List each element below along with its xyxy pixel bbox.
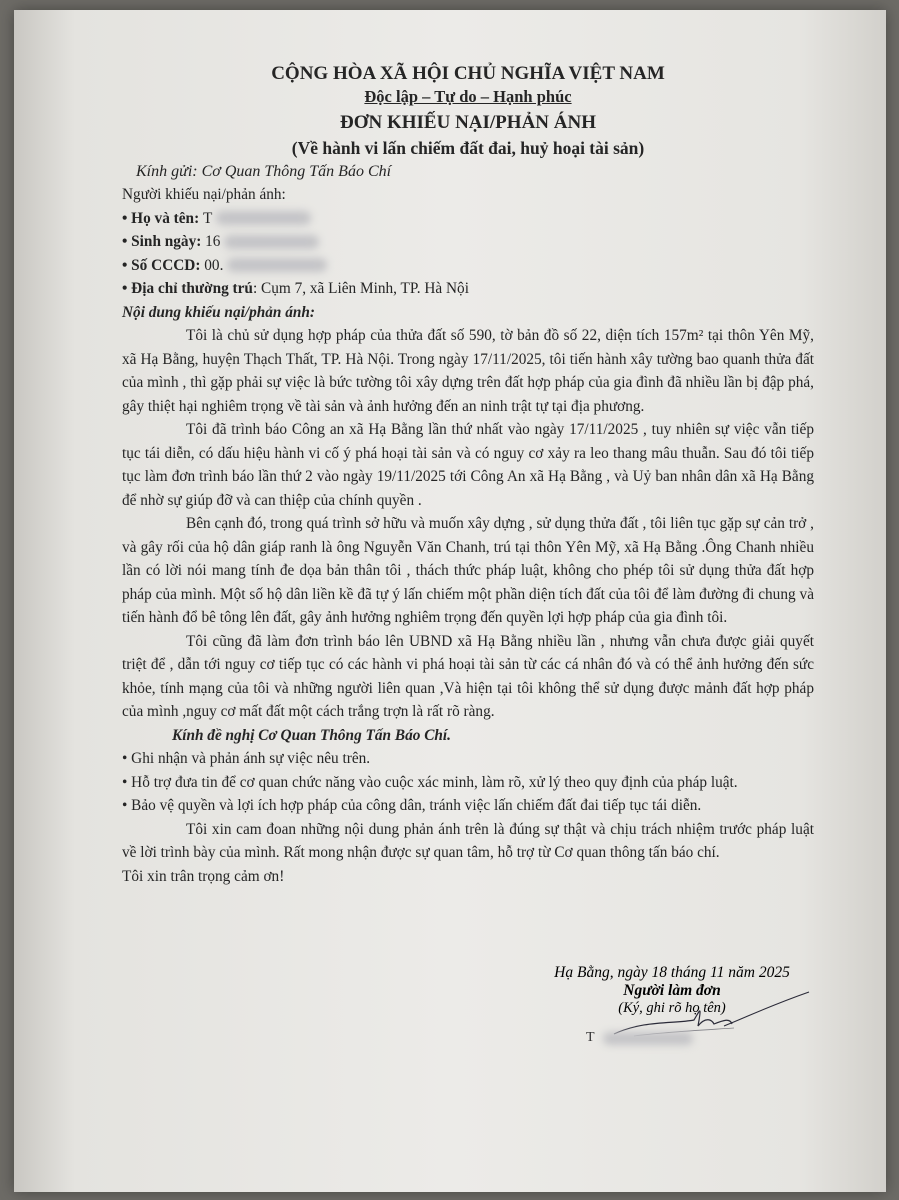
content-paragraph-4: Tôi cũng đã làm đơn trình báo lên UBND xã Hạ Bằng nhiều lần , nhưng vẫn chưa được giải quyết triệt để , dẫn tới nguy cơ tiếp tục có các hành vi phá hoại tài sản từ các cá nhân đó và có thể ảnh hưởng đến sức khỏe, tính mạng của tôi và những người liên quan ,Và hiện tại tôi không thể sử dụng được mảnh đất hợp pháp của mình ,nguy cơ mất đất một cách trắng trợn là rất rõ ràng. [122,632,814,720]
address-label: • Địa chỉ thường trú [122,280,253,297]
name-value: T [203,209,213,227]
signature-place-date: Hạ Bằng, ngày 18 tháng 11 năm 2025 [554,964,790,981]
signer-name [586,1030,693,1046]
redaction-blur [216,211,311,225]
redaction-blur [227,258,327,272]
content-paragraph-2: Tôi đã trình báo Công an xã Hạ Bằng lần thứ nhất vào ngày 17/11/2025 , tuy nhiên sự việc vẫn tiếp tục tái diễn, có dấu hiệu hành vi cố ý phá hoại tài sản và có nguy cơ xảy ra leo thang mâu thuẫn. Sau đó tôi tiếp tục làm đơn trình báo lần thứ 2 vào ngày 19/11/2025 tới Công An xã Hạ Bằng , và Uỷ ban nhân dân xã Hạ Bằng để nhờ sự giúp đỡ và can thiệp của chính quyền . [122,421,814,509]
request-item-3: • Bảo vệ quyền và lợi ích hợp pháp của công dân, tránh việc lấn chiếm đất đai tiếp tục tái diễn. [122,797,702,814]
redaction-blur [603,1032,693,1045]
signature-title: Người làm đơn [623,982,721,999]
request-heading: Kính đề nghị Cơ Quan Thông Tấn Báo Chí. [172,726,451,744]
document-title: ĐƠN KHIẾU NẠI/PHẢN ÁNH [340,111,596,133]
handwritten-signature [574,990,834,1060]
id-field [122,254,814,278]
address-field [122,277,814,301]
national-header: CỘNG HÒA XÃ HỘI CHỦ NGHĨA VIỆT NAM [271,63,665,84]
address-value: : Cụm 7, xã Liên Minh, TP. Hà Nội [252,280,469,297]
signer-initial: T [586,1030,595,1045]
redaction-blur [224,235,319,249]
name-field [122,207,814,231]
content-paragraph-3: Bên cạnh đó, trong quá trình sở hữu và muốn xây dựng , sử dụng thửa đất , tôi liên tục gặp sự cản trở , và gây rối của hộ dân giáp ranh là ông Nguyễn Văn Chanh, trú tại thôn Yên Mỹ, xã Hạ Bằng .Ông Chanh nhiều lần có lời nói mang tính đe dọa bản thân tôi , thách thức pháp luật, không cho phép tôi sử dụng thửa đất hợp pháp của mình. Một số hộ dân liền kề đã tự ý lấn chiếm một phần diện tích đất của tôi để làm đường đi chung và tiến hành đổ bê tông lên đất, gây ảnh hưởng nghiêm trọng đến quyền lợi hợp pháp của gia đình tôi. [122,515,814,626]
thanks-line: Tôi xin trân trọng cảm ơn! [122,867,285,885]
signature-note: (Ký, ghi rõ họ tên) [618,1000,726,1016]
dob-label: • Sinh ngày: [122,233,202,250]
request-item-1: • Ghi nhận và phản ánh sự việc nêu trên. [122,750,371,767]
request-item-2: • Hỗ trợ đưa tin để cơ quan chức năng vào cuộc xác minh, làm rõ, xử lý theo quy định của pháp luật. [122,773,738,791]
recipient-line: Kính gửi: Cơ Quan Thông Tấn Báo Chí [136,162,392,180]
document-subtitle: (Về hành vi lấn chiếm đất đai, huỷ hoại tài sản) [291,137,645,158]
dob-field [122,230,814,254]
motto-wrap [122,86,814,110]
id-value: 00. [204,256,224,274]
document-page [14,10,886,1192]
id-label: • Số CCCD: [122,256,201,274]
document-body [122,62,814,888]
content-heading: Nội dung khiếu nại/phản ánh: [122,303,315,321]
name-label: • Họ và tên: [122,209,200,227]
content-paragraph-1: Tôi là chủ sử dụng hợp pháp của thửa đất số 590, tờ bản đồ số 22, diện tích 157m² tại thôn Yên Mỹ, xã Hạ Bằng, huyện Thạch Thất, TP. Hà Nội. Trong ngày 17/11/2025, tôi tiến hành xây tường bao quanh thửa đất của mình , thì gặp phải sự việc là bức tường tôi xây dựng trên đất hợp pháp của gia đình đã nhiều lần bị đập phá, gây thiệt hại nghiêm trọng về tài sản và ảnh hưởng đến an ninh trật tự tại địa phương. [122,327,814,415]
national-motto: Độc lập – Tự do – Hạnh phúc [364,87,572,106]
commitment-paragraph: Tôi xin cam đoan những nội dung phản ánh trên là đúng sự thật và chịu trách nhiệm trước pháp luật về lời trình bày của mình. Rất mong nhận được sự quan tâm, hỗ trợ từ Cơ quan thông tấn báo chí. [122,820,814,861]
dob-value: 16 [205,233,221,250]
complainant-heading: Người khiếu nại/phản ánh: [122,186,286,203]
